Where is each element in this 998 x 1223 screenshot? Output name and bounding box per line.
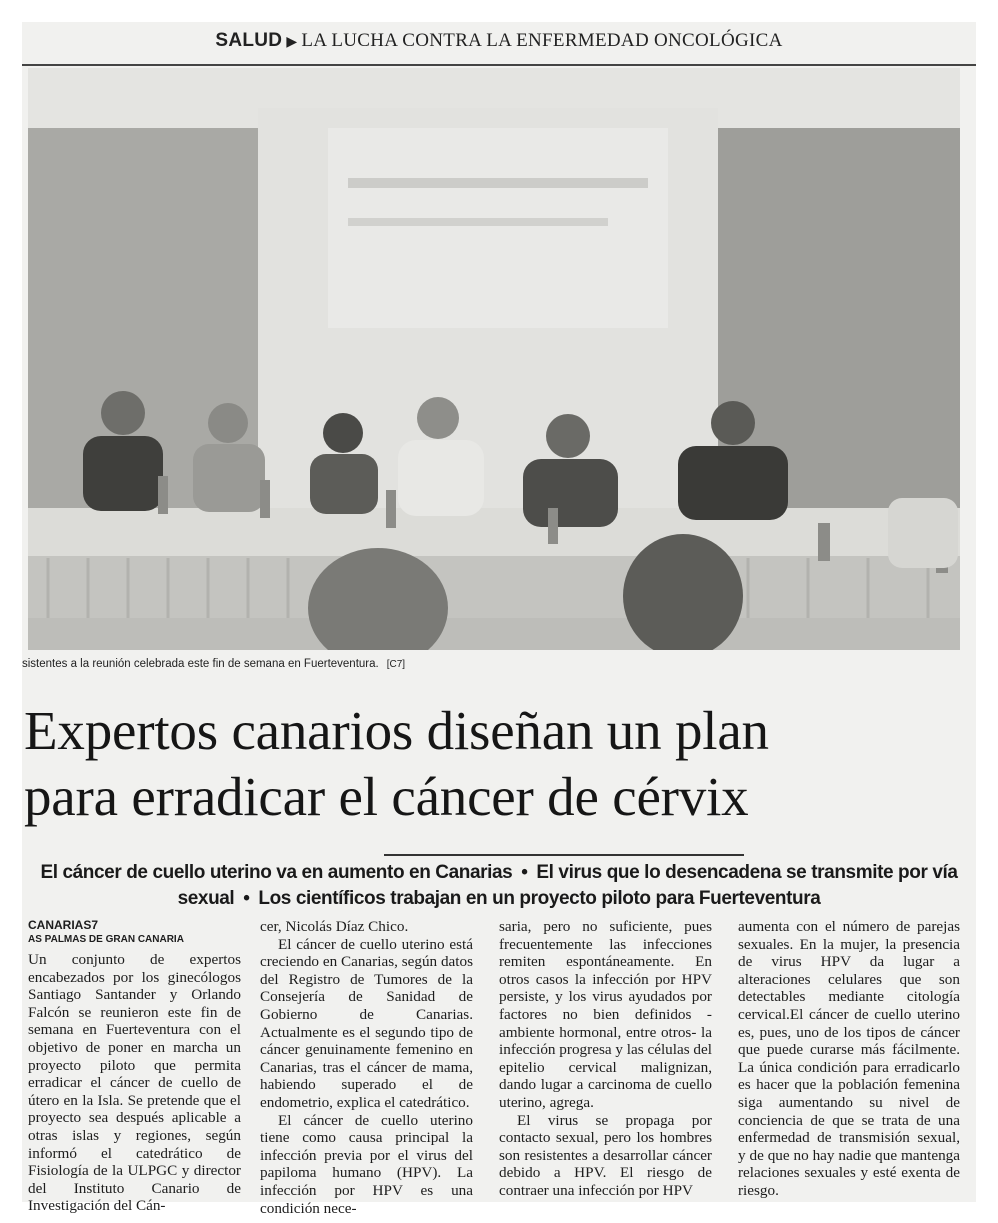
arrow-right-icon: ▶ — [286, 35, 298, 50]
bullet-icon: • — [243, 888, 250, 909]
subheadline — [22, 860, 976, 912]
section-topic: LA LUCHA CONTRA LA ENFERMEDAD ONCOLÓGICA — [301, 30, 783, 51]
subhead-rule — [384, 854, 744, 856]
subhead-point-3: Los científicos trabajan en un proyecto piloto para Fuerteventura — [258, 888, 821, 909]
caption-text: sistentes a la reunión celebrada este fin de semana en Fuerteventura. — [22, 658, 379, 670]
byline-agency: CANARIAS7 — [28, 918, 99, 932]
paragraph: El cáncer de cuello uterino tiene como causa principal la infección previa por el virus del papiloma humano (HPV). La infección por HPV es una condición nece- — [260, 1111, 473, 1217]
news-photo — [28, 68, 960, 650]
headline-line-1: Expertos canarios diseñan un plan — [24, 700, 769, 761]
section-header — [22, 22, 976, 60]
paragraph: aumenta con el número de parejas sexuales. En la mujer, la presencia de virus HPV da lugar a alteraciones celulares que son detectables mediante citología cervical.El cáncer de cuello uterino es, pues, uno de los tipos de cáncer que puede curarse más fácilmente. La única condición para erradicarlo es hacer que la población femenina siga aumentando su nivel de conciencia de que se trata de una enfermedad de transmisión sexual, y de que no hay nadie que mantenga relaciones sexuales y esté exenta de riesgo. — [738, 918, 960, 1199]
paragraph: saria, pero no suficiente, pues frecuentemente las infecciones remiten espontáneamente. En otros casos la infección por HPV persiste, y los virus ayudados por factores no bien definidos -ambiente hormonal, entre otros- la infección progresa y las células del epitelio cervical malignizan, dando lugar a carcinoma de cuello uterino, agrega. — [499, 918, 712, 1111]
body-column-1 — [28, 918, 241, 1215]
newspaper-page — [22, 22, 976, 1217]
photo-credit: [C7] — [386, 659, 406, 670]
subhead-point-1: El cáncer de cuello uterino va en aumento en Canarias — [40, 862, 513, 883]
body-column-4 — [738, 918, 960, 1200]
header-rule — [22, 64, 976, 66]
photo-illustration — [28, 68, 960, 650]
paragraph: El cáncer de cuello uterino está creciendo en Canarias, según datos del Registro de Tumores de la Consejería de Sanidad de Gobierno de Canarias. Actualmente es el segundo tipo de cáncer genuinamente femenino en Canarias, tras el cáncer de mama, habiendo superado el de endometrio, explica el catedrático. — [260, 935, 473, 1111]
bullet-icon: • — [521, 862, 528, 883]
headline-line-2: para erradicar el cáncer de cérvix — [24, 766, 749, 827]
paragraph: Un conjunto de expertos encabezados por los ginecólogos Santiago Santander y Orlando Falcón se reunieron este fin de semana en Fuerteventura con el objetivo de poner en marcha un proyecto piloto que permita erradicar el cáncer de cuello de útero en la Isla. Se pretende que el proyecto sea después aplicable a otras islas y regiones, según informó el catedrático de Fisiología de la ULPGC y director del Instituto Canario de Investigación del Cán- — [28, 951, 241, 1215]
paragraph: El virus se propaga por contacto sexual, pero los hombres son resistentes a desarrollar cáncer debido a HPV. El riesgo de contraer una infección por HPV — [499, 1111, 712, 1199]
section-tag: SALUD — [215, 30, 283, 51]
paragraph: cer, Nicolás Díaz Chico. — [260, 918, 409, 935]
body-column-3 — [499, 918, 712, 1200]
body-column-2 — [260, 918, 473, 1217]
headline — [24, 698, 974, 830]
byline-place: AS PALMAS DE GRAN CANARIA — [28, 934, 184, 945]
photo-caption — [22, 658, 962, 670]
subhead-point-2: El virus que lo desencadena se transmite por vía sexual — [177, 862, 958, 909]
